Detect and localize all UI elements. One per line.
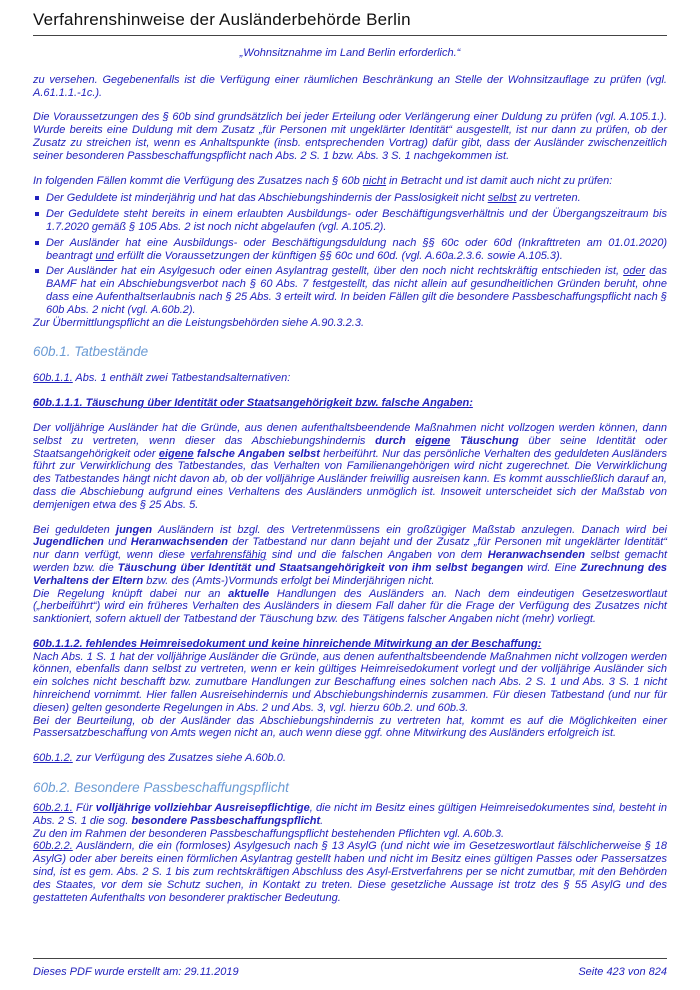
list-item	[33, 265, 667, 316]
paragraph-60b21b: Zu den im Rahmen der besonderen Passbeschaffungspflicht bestehenden Pflichten vgl. A.60b.3.	[33, 827, 505, 840]
paragraph-60b11: 60b.1.1. Abs. 1 enthält zwei Tatbestandsalternativen:	[33, 372, 291, 385]
paragraph-deception: Der volljährige Ausländer hat die Gründe, aus denen aufenthaltsbeendende Maßnahmen nicht vollzogen werden können, dann selbst zu vertreten, wenn dieser das Abschiebungshindernis durch eigene Täuschung über seine Identität oder Staatsangehörigkeit oder eigene falsche Angaben selbst herbeiführt. Nur das persönliche Verhalten des geduldeten Ausländers führt zur Verwirklichung des Tatbestandes, das Verhalten von Familienangehörigen wird nicht zugerechnet. Die Verwirklichung des Tatbestandes hängt nicht davon ab, ob der volljährige Ausländer freiwillig ausreisen kann. Es kommt ausschließlich darauf an, dass die Abschiebung aufgrund eines Verhaltens des Ausländers unmöglich ist. Insoweit unterscheidet sich der Maßstab von demjenigen etwa des § 25 Abs. 5.	[33, 421, 667, 511]
paragraph-youth: Bei geduldeten jungen Ausländern ist bzgl. des Vertretenmüssens ein großzügiger Maßstab anzulegen. Danach wird bei Jugendlichen und Heranwachsenden der Tatbestand nur dann bejaht und der Zusatz „für Personen mit ungeklärter Identität“ nur dann verfügt, wenn diese verfahrensfähig sind und die falschen Angaben von dem Heranwachsenden selbst gemacht werden bzw. die Täuschung über Identität und Staatsangehörigkeit von ihm selbst begangen wird. Eine Zurechnung des Verhaltens der Eltern bzw. des (Amts-)Vormunds erfolgt bei Minderjährigen nicht.	[33, 523, 668, 587]
paragraph-intro-1: zu versehen. Gegebenenfalls ist die Verfügung einer räumlichen Beschränkung an Stelle der Wohnsitzauflage zu prüfen (vgl. A.61.1.1.-1c.).	[33, 73, 667, 99]
bullet-square-icon	[35, 269, 39, 273]
paragraph-60b22: 60b.2.2. Ausländern, die ein (formloses) Asylgesuch nach § 13 AsylG (und nicht wie im Gesetzeswortlaut fälschlicherweise § 18 AsylG) oder aber bereits einen förmlichen Asylantrag gestellt haben und nicht im Besitz eines gültigen Passes oder Passersatzes sind, ist es gem. Abs. 2 S. 1 bis zum rechtskräftigen Abschluss des Asyl-Erstverfahrens per se nicht zumutbar, mit den Behörden des Staates, vor dem sie Schutz suchen, in Kontakt zu treten. Diese gesetzliche Aussage ist trotz des § 55 AsylG und des gestatteten Aufenthalts von besonderer praktischer Bedeutung.	[33, 840, 667, 904]
page-footer	[33, 958, 667, 978]
subsection-heading-60b112: 60b.1.1.2. fehlendes Heimreisedokument und keine hinreichende Mitwirkung an der Beschaffung:	[33, 637, 542, 650]
list-item	[33, 237, 667, 263]
header-divider	[33, 35, 667, 36]
section-heading-60b1: 60b.1. Tatbestände	[33, 344, 149, 360]
paragraph-cases-intro: In folgenden Fällen kommt die Verfügung des Zusatzes nach § 60b nicht in Betracht und ist damit auch nicht zu prüfen:	[33, 174, 613, 187]
document-subtitle: „Wohnsitznahme im Land Berlin erforderlich.“	[239, 47, 461, 59]
bullet-text: Der Ausländer hat ein Asylgesuch oder einen Asylantrag gestellt, über den noch nicht rechtskräftig entschieden ist, oder das BAMF hat ein Abschiebungsverbot nach § 60 Abs. 7 festgestellt, das nicht allein auf gesundheitlichen Gründen beruht, ohne dass eine Aufenthaltserlaubnis nach § 25 Abs. 3 erteilt wird. In beiden Fällen gilt die besondere Passbeschaffungspflicht nach § 60b Abs. 2 nicht (vgl. A.60b.2).	[46, 265, 667, 316]
bullet-square-icon	[35, 212, 39, 216]
list-item	[33, 192, 667, 205]
paragraph-traveldoc-2: Bei der Beurteilung, ob der Ausländer das Abschiebungshindernis zu vertreten hat, kommt es auf die Möglichkeiten einer Passersatzbeschaffung von Amts wegen nicht an, auch wenn diese ggf. ohne Mitwirkung des Ausländers erfolgreich ist.	[33, 714, 667, 740]
bullet-square-icon	[35, 196, 39, 200]
footer-page-number: Seite 423 von 824	[578, 966, 667, 978]
paragraph-60b12: 60b.1.2. zur Verfügung des Zusatzes siehe A.60b.0.	[33, 752, 286, 765]
footer-created-date: Dieses PDF wurde erstellt am: 29.11.2019	[33, 966, 239, 978]
bullet-square-icon	[35, 241, 39, 245]
document-title: Verfahrenshinweise der Ausländerbehörde Berlin	[33, 10, 411, 29]
exception-list	[33, 192, 667, 316]
bullet-text: Der Ausländer hat eine Ausbildungs- oder Beschäftigungsduldung nach §§ 60c oder 60d (Inkrafttreten am 01.01.2020) beantragt und erfüllt die Voraussetzungen der künftigen §§ 60c und 60d. (vgl. A.60a.2.3.6. sowie A.105.3).	[46, 236, 667, 262]
paragraph-transmission: Zur Übermittlungspflicht an die Leistungsbehörden siehe A.90.3.2.3.	[33, 316, 365, 329]
paragraph-regulation: Die Regelung knüpft dabei nur an aktuelle Handlungen des Ausländers an. Nach dem eindeutigen Gesetzeswortlaut („herbeiführt“) wird ein früheres Verhalten des Ausländers in diesem Fall daher für die Frage der Verfügung des Zusatzes nicht sanktioniert, sofern aktuell der Tatbestand der Täuschung bzw. des Tätigens falscher Angaben nicht (mehr) vorliegt.	[33, 587, 667, 626]
section-heading-60b2: 60b.2. Besondere Passbeschaffungspflicht	[33, 780, 289, 796]
paragraph-60b21: 60b.2.1. Für volljährige vollziehbar Ausreisepflichtige, die nicht im Besitz eines gültigen Heimreisedokumentes sind, besteht in Abs. 2 S. 1 die sog. besondere Passbeschaffungspflicht.	[33, 802, 667, 827]
list-item	[33, 208, 667, 234]
paragraph-intro-2: Die Voraussetzungen des § 60b sind grundsätzlich bei jeder Erteilung oder Verlängerung einer Duldung zu prüfen (vgl. A.105.1.). Wurde bereits eine Duldung mit dem Zusatz „für Personen mit ungeklärter Identität“ ausgestellt, ist nur dann zu prüfen, ob der Zusatz zu streichen ist, wenn es Anhaltspunkte (insb. entsprechenden Vortrag) dafür gibt, dass der Ausländer zwischenzeitlich seiner besonderen Passbeschaffungspflicht nach Abs. 2 S. 1 bzw. Abs. 3 S. 1 nachgekommen ist.	[33, 111, 667, 162]
bullet-text: Der Geduldete ist minderjährig und hat das Abschiebungshindernis der Passlosigkeit nicht selbst zu vertreten.	[46, 192, 581, 205]
footer-divider	[33, 958, 667, 959]
subsection-heading-60b111: 60b.1.1.1. Täuschung über Identität oder Staatsangehörigkeit bzw. falsche Angaben:	[33, 397, 473, 410]
paragraph-traveldoc-1: Nach Abs. 1 S. 1 hat der volljährige Ausländer die Gründe, aus denen aufenthaltsbeendende Maßnahmen nicht vollzogen werden können, ebenfalls dann selbst zu vertreten, wenn er kein gültiges Heimreisedokument vorlegt und der volljährige Ausländer sich ein solches nicht beschafft bzw. zumutbare Handlungen zur Beschaffung eines solchen nach Abs. 2 S. 1 und Abs. 3 S. 1 nicht hinreichend vornimmt. Hier fallen Ausreisehindernis und Abschiebungshindernis zusammen. Für diesen Tatbestand (und nur für diesen) gelten gesonderte Regelungen in Abs. 2 und Abs. 3, vgl. hierzu 60b.2. und 60b.3.	[33, 650, 667, 714]
document-body	[33, 47, 667, 904]
bullet-text: Der Geduldete steht bereits in einem erlaubten Ausbildungs- oder Beschäftigungsverhältnis und der Übergangszeitraum bis 1.7.2020 gemäß § 105 Abs. 2 ist noch nicht abgelaufen (vgl. A.105.2).	[46, 208, 667, 233]
